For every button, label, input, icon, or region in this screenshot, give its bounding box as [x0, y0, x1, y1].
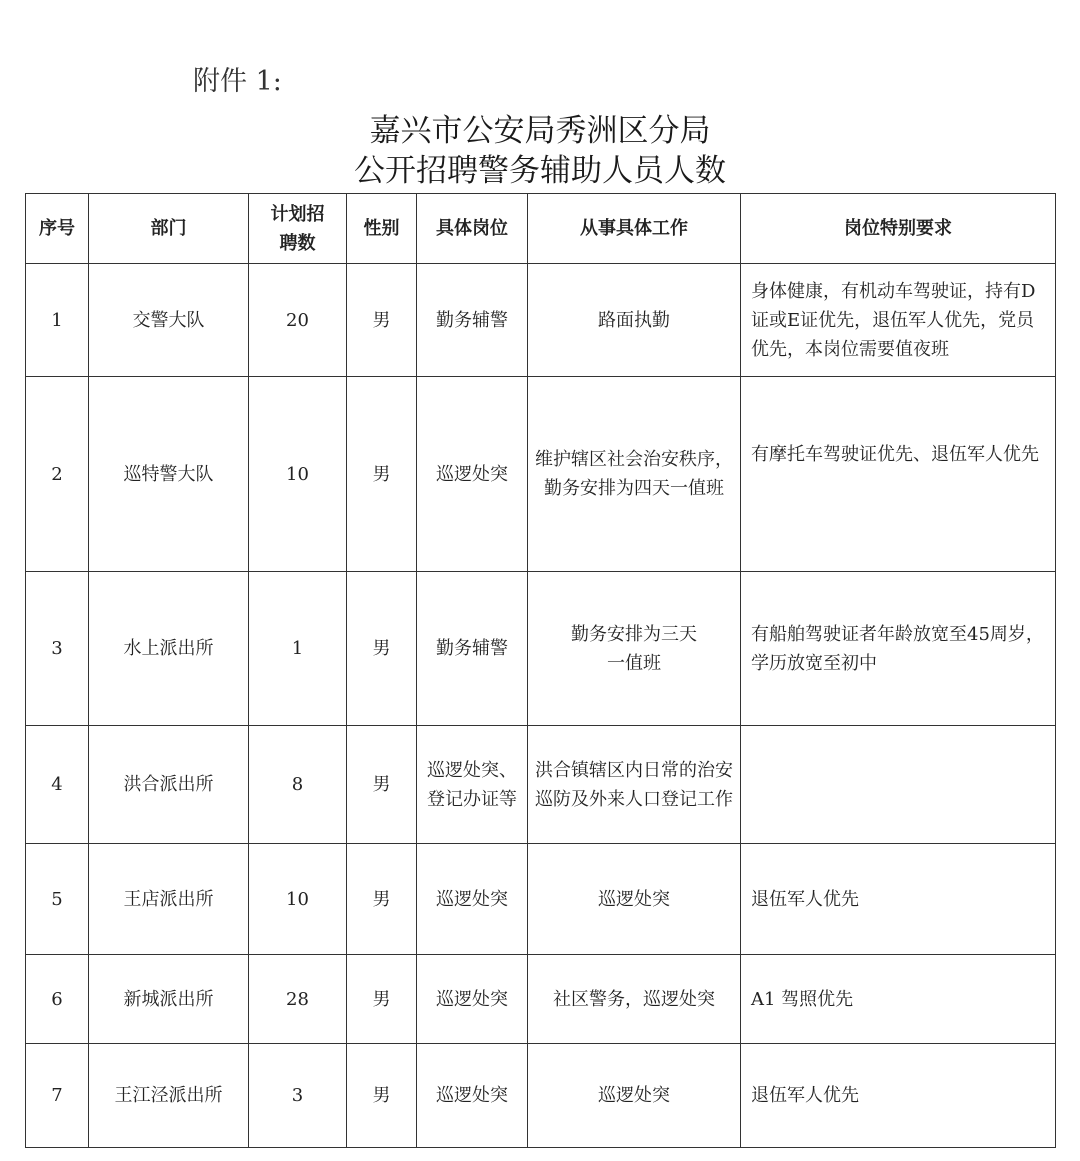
header-department: 部门 — [89, 194, 249, 264]
cell-gender: 男 — [347, 1044, 417, 1148]
cell-post: 巡逻处突 — [417, 844, 528, 955]
recruitment-table — [25, 193, 1056, 1148]
cell-department: 交警大队 — [89, 264, 249, 377]
table-row — [26, 377, 1056, 572]
cell-serial: 6 — [26, 955, 89, 1044]
document-title-line-2: 公开招聘警务辅助人员人数 — [354, 153, 726, 189]
cell-work: 洪合镇辖区内日常的治安巡防及外来人口登记工作 — [528, 726, 741, 844]
cell-serial: 5 — [26, 844, 89, 955]
table-row — [26, 955, 1056, 1044]
cell-planned-count: 20 — [249, 264, 347, 377]
cell-planned-count: 10 — [249, 377, 347, 572]
cell-requirements: 有船舶驾驶证者年龄放宽至45周岁，学历放宽至初中 — [741, 572, 1056, 726]
cell-requirements — [741, 726, 1056, 844]
header-serial: 序号 — [26, 194, 89, 264]
cell-department: 巡特警大队 — [89, 377, 249, 572]
cell-work: 社区警务，巡逻处突 — [528, 955, 741, 1044]
cell-department: 王店派出所 — [89, 844, 249, 955]
cell-post: 勤务辅警 — [417, 572, 528, 726]
cell-gender: 男 — [347, 377, 417, 572]
cell-department: 洪合派出所 — [89, 726, 249, 844]
cell-gender: 男 — [347, 726, 417, 844]
cell-planned-count: 28 — [249, 955, 347, 1044]
cell-post: 巡逻处突 — [417, 1044, 528, 1148]
header-post: 具体岗位 — [417, 194, 528, 264]
cell-serial: 4 — [26, 726, 89, 844]
document-title-line-1: 嘉兴市公安局秀洲区分局 — [369, 113, 711, 149]
table-row — [26, 1044, 1056, 1148]
table-header-row — [26, 194, 1056, 264]
cell-requirements: 身体健康，有机动车驾驶证，持有D证或E证优先，退伍军人优先，党员优先，本岗位需要值夜班 — [741, 264, 1056, 377]
header-work: 从事具体工作 — [528, 194, 741, 264]
cell-post: 巡逻处突、登记办证等 — [417, 726, 528, 844]
header-requirements: 岗位特别要求 — [741, 194, 1056, 264]
table-row — [26, 264, 1056, 377]
cell-work: 维护辖区社会治安秩序，勤务安排为四天一值班 — [528, 377, 741, 572]
cell-post: 巡逻处突 — [417, 377, 528, 572]
cell-requirements: 退伍军人优先 — [741, 1044, 1056, 1148]
cell-department: 王江泾派出所 — [89, 1044, 249, 1148]
header-gender: 性别 — [347, 194, 417, 264]
cell-requirements: A1 驾照优先 — [741, 955, 1056, 1044]
header-planned-count: 计划招聘数 — [249, 194, 347, 264]
cell-requirements: 退伍军人优先 — [741, 844, 1056, 955]
cell-work: 勤务安排为三天一值班 — [528, 572, 741, 726]
table-row — [26, 572, 1056, 726]
cell-gender: 男 — [347, 264, 417, 377]
cell-work: 巡逻处突 — [528, 844, 741, 955]
cell-planned-count: 10 — [249, 844, 347, 955]
cell-serial: 2 — [26, 377, 89, 572]
cell-planned-count: 3 — [249, 1044, 347, 1148]
cell-serial: 7 — [26, 1044, 89, 1148]
cell-work: 巡逻处突 — [528, 1044, 741, 1148]
cell-gender: 男 — [347, 955, 417, 1044]
cell-gender: 男 — [347, 844, 417, 955]
table-row — [26, 726, 1056, 844]
cell-serial: 3 — [26, 572, 89, 726]
cell-post: 巡逻处突 — [417, 955, 528, 1044]
cell-department: 水上派出所 — [89, 572, 249, 726]
cell-planned-count: 1 — [249, 572, 347, 726]
cell-requirements: 有摩托车驾驶证优先、退伍军人优先 — [741, 377, 1056, 572]
cell-department: 新城派出所 — [89, 955, 249, 1044]
cell-work: 路面执勤 — [528, 264, 741, 377]
table-row — [26, 844, 1056, 955]
cell-post: 勤务辅警 — [417, 264, 528, 377]
cell-serial: 1 — [26, 264, 89, 377]
cell-planned-count: 8 — [249, 726, 347, 844]
attachment-label: 附件 1: — [193, 66, 282, 97]
cell-gender: 男 — [347, 572, 417, 726]
